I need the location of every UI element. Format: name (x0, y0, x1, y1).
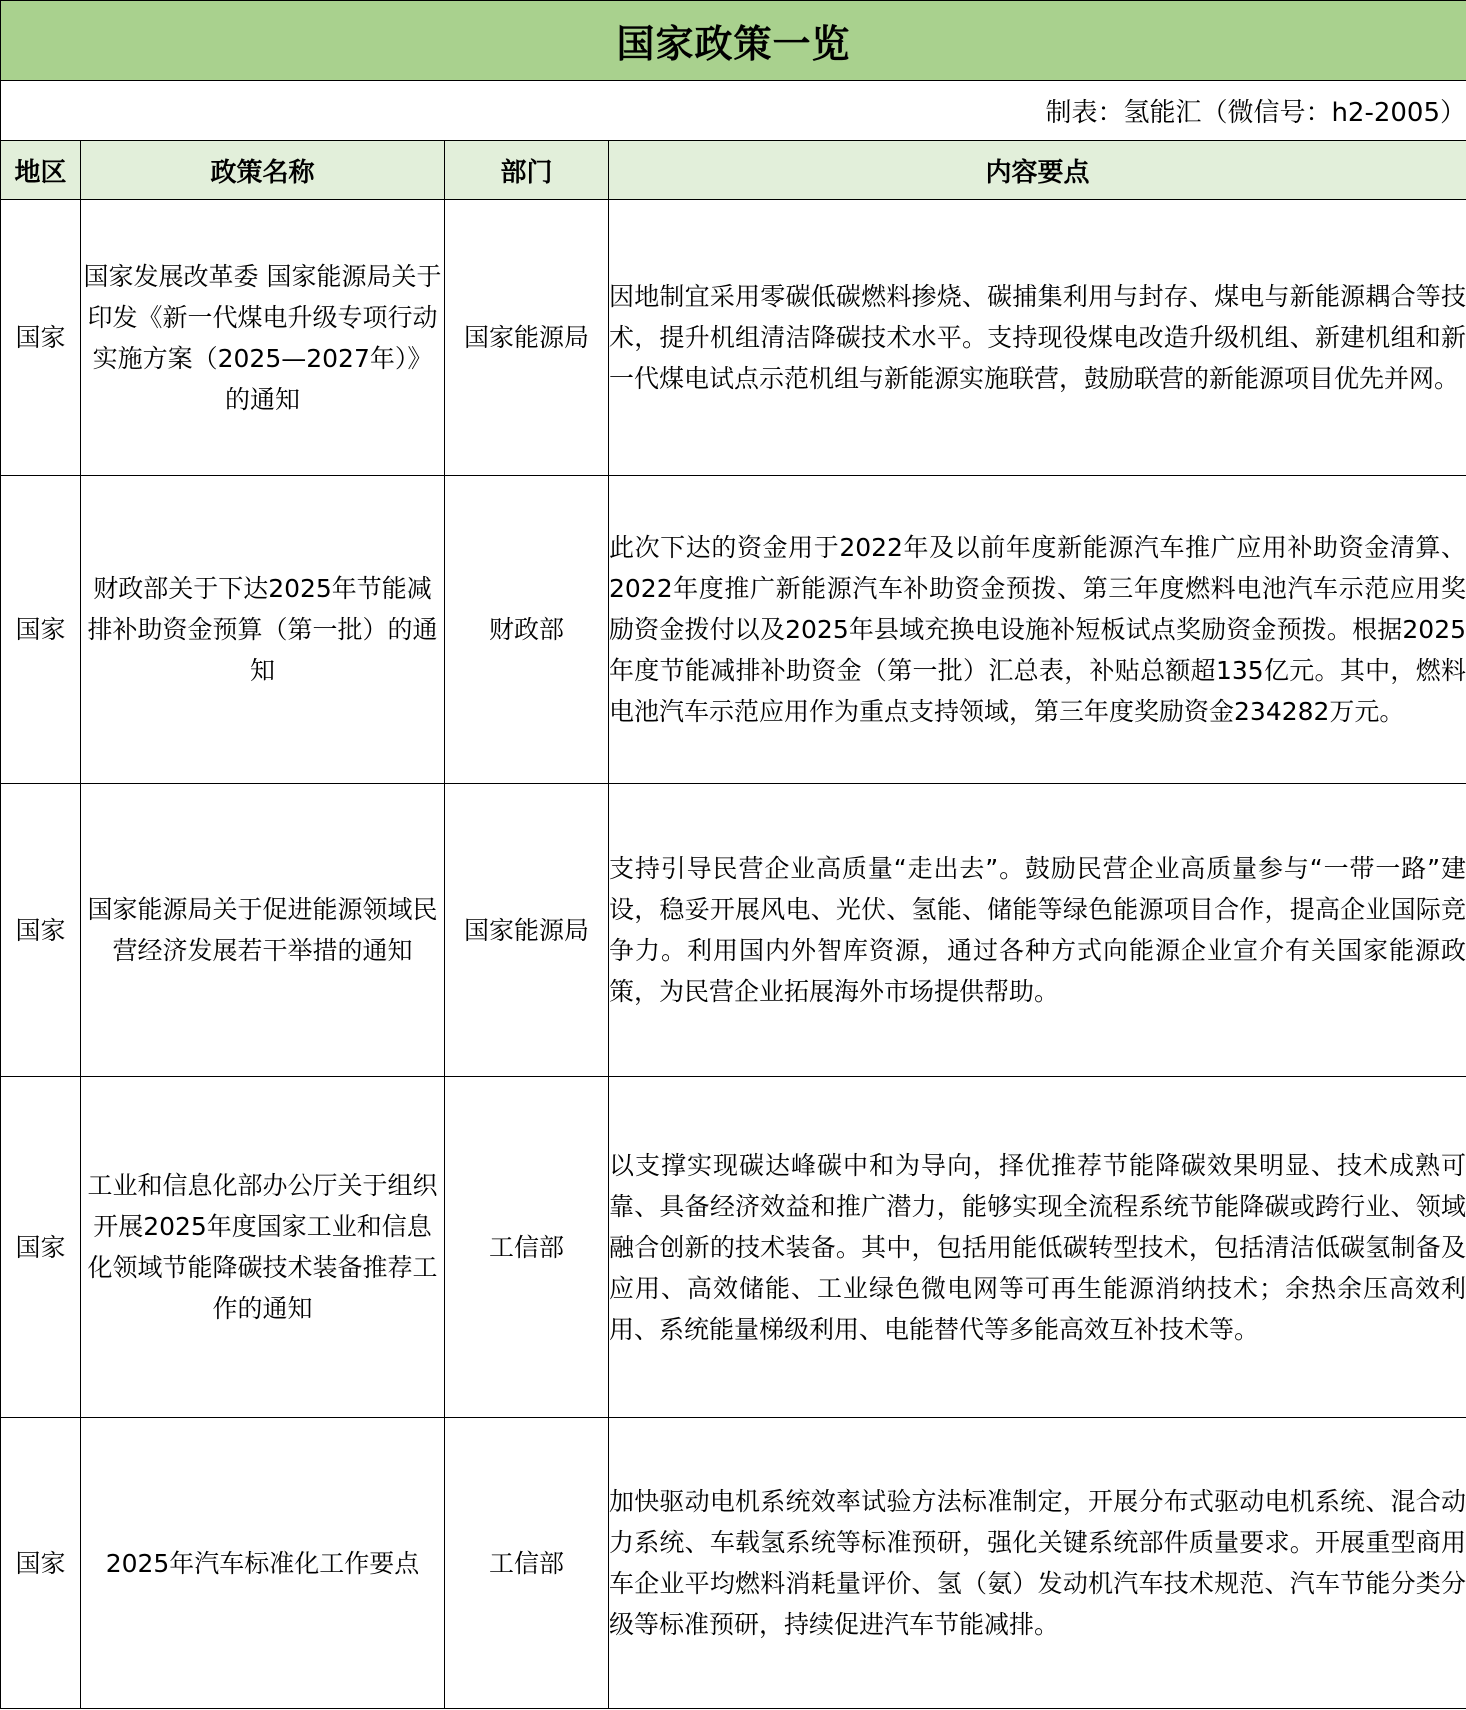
policy-name-cell: 国家能源局关于促进能源领域民营经济发展若干举措的通知 (81, 784, 445, 1077)
region-cell: 国家 (1, 200, 81, 476)
table-credit: 制表：氢能汇（微信号：h2-2005） (1, 81, 1466, 141)
table-row (1, 1418, 1466, 1709)
table-row (1, 476, 1466, 784)
header-content: 内容要点 (609, 141, 1466, 200)
region-cell: 国家 (1, 476, 81, 784)
content-cell: 加快驱动电机系统效率试验方法标准制定，开展分布式驱动电机系统、混合动力系统、车载氢系统等标准预研，强化关键系统部件质量要求。开展重型商用车企业平均燃料消耗量评价、氢（氨）发动机汽车技术规范、汽车节能分类分级等标准预研，持续促进汽车节能减排。 (609, 1418, 1466, 1709)
region-cell: 国家 (1, 1077, 81, 1418)
policy-name-cell: 国家发展改革委 国家能源局关于印发《新一代煤电升级专项行动实施方案（2025—2027年）》的通知 (81, 200, 445, 476)
header-row (1, 141, 1466, 200)
header-region: 地区 (1, 141, 81, 200)
policy-name-cell: 工业和信息化部办公厅关于组织开展2025年度国家工业和信息化领域节能降碳技术装备推荐工作的通知 (81, 1077, 445, 1418)
policy-name-cell: 财政部关于下达2025年节能减排补助资金预算（第一批）的通知 (81, 476, 445, 784)
table-row (1, 784, 1466, 1077)
department-cell: 工信部 (445, 1418, 609, 1709)
header-policy-name: 政策名称 (81, 141, 445, 200)
department-cell: 国家能源局 (445, 200, 609, 476)
content-cell: 支持引导民营企业高质量“走出去”。鼓励民营企业高质量参与“一带一路”建设，稳妥开展风电、光伏、氢能、储能等绿色能源项目合作，提高企业国际竞争力。利用国内外智库资源，通过各种方式向能源企业宣介有关国家能源政策，为民营企业拓展海外市场提供帮助。 (609, 784, 1466, 1077)
content-cell: 此次下达的资金用于2022年及以前年度新能源汽车推广应用补助资金清算、2022年度推广新能源汽车补助资金预拨、第三年度燃料电池汽车示范应用奖励资金拨付以及2025年县域充换电设施补短板试点奖励资金预拨。根据2025年度节能减排补助资金（第一批）汇总表，补贴总额超135亿元。其中，燃料电池汽车示范应用作为重点支持领域，第三年度奖励资金234282万元。 (609, 476, 1466, 784)
content-cell: 因地制宜采用零碳低碳燃料掺烧、碳捕集利用与封存、煤电与新能源耦合等技术，提升机组清洁降碳技术水平。支持现役煤电改造升级机组、新建机组和新一代煤电试点示范机组与新能源实施联营，鼓励联营的新能源项目优先并网。 (609, 200, 1466, 476)
title-row (1, 1, 1466, 81)
table-title: 国家政策一览 (1, 1, 1466, 81)
header-department: 部门 (445, 141, 609, 200)
table-row (1, 1077, 1466, 1418)
department-cell: 财政部 (445, 476, 609, 784)
credit-row (1, 81, 1466, 141)
content-cell: 以支撑实现碳达峰碳中和为导向，择优推荐节能降碳效果明显、技术成熟可靠、具备经济效益和推广潜力，能够实现全流程系统节能降碳或跨行业、领域融合创新的技术装备。其中，包括用能低碳转型技术，包括清洁低碳氢制备及应用、高效储能、工业绿色微电网等可再生能源消纳技术；余热余压高效利用、系统能量梯级利用、电能替代等多能高效互补技术等。 (609, 1077, 1466, 1418)
region-cell: 国家 (1, 784, 81, 1077)
policy-name-cell: 2025年汽车标准化工作要点 (81, 1418, 445, 1709)
region-cell: 国家 (1, 1418, 81, 1709)
department-cell: 国家能源局 (445, 784, 609, 1077)
department-cell: 工信部 (445, 1077, 609, 1418)
table-row (1, 200, 1466, 476)
